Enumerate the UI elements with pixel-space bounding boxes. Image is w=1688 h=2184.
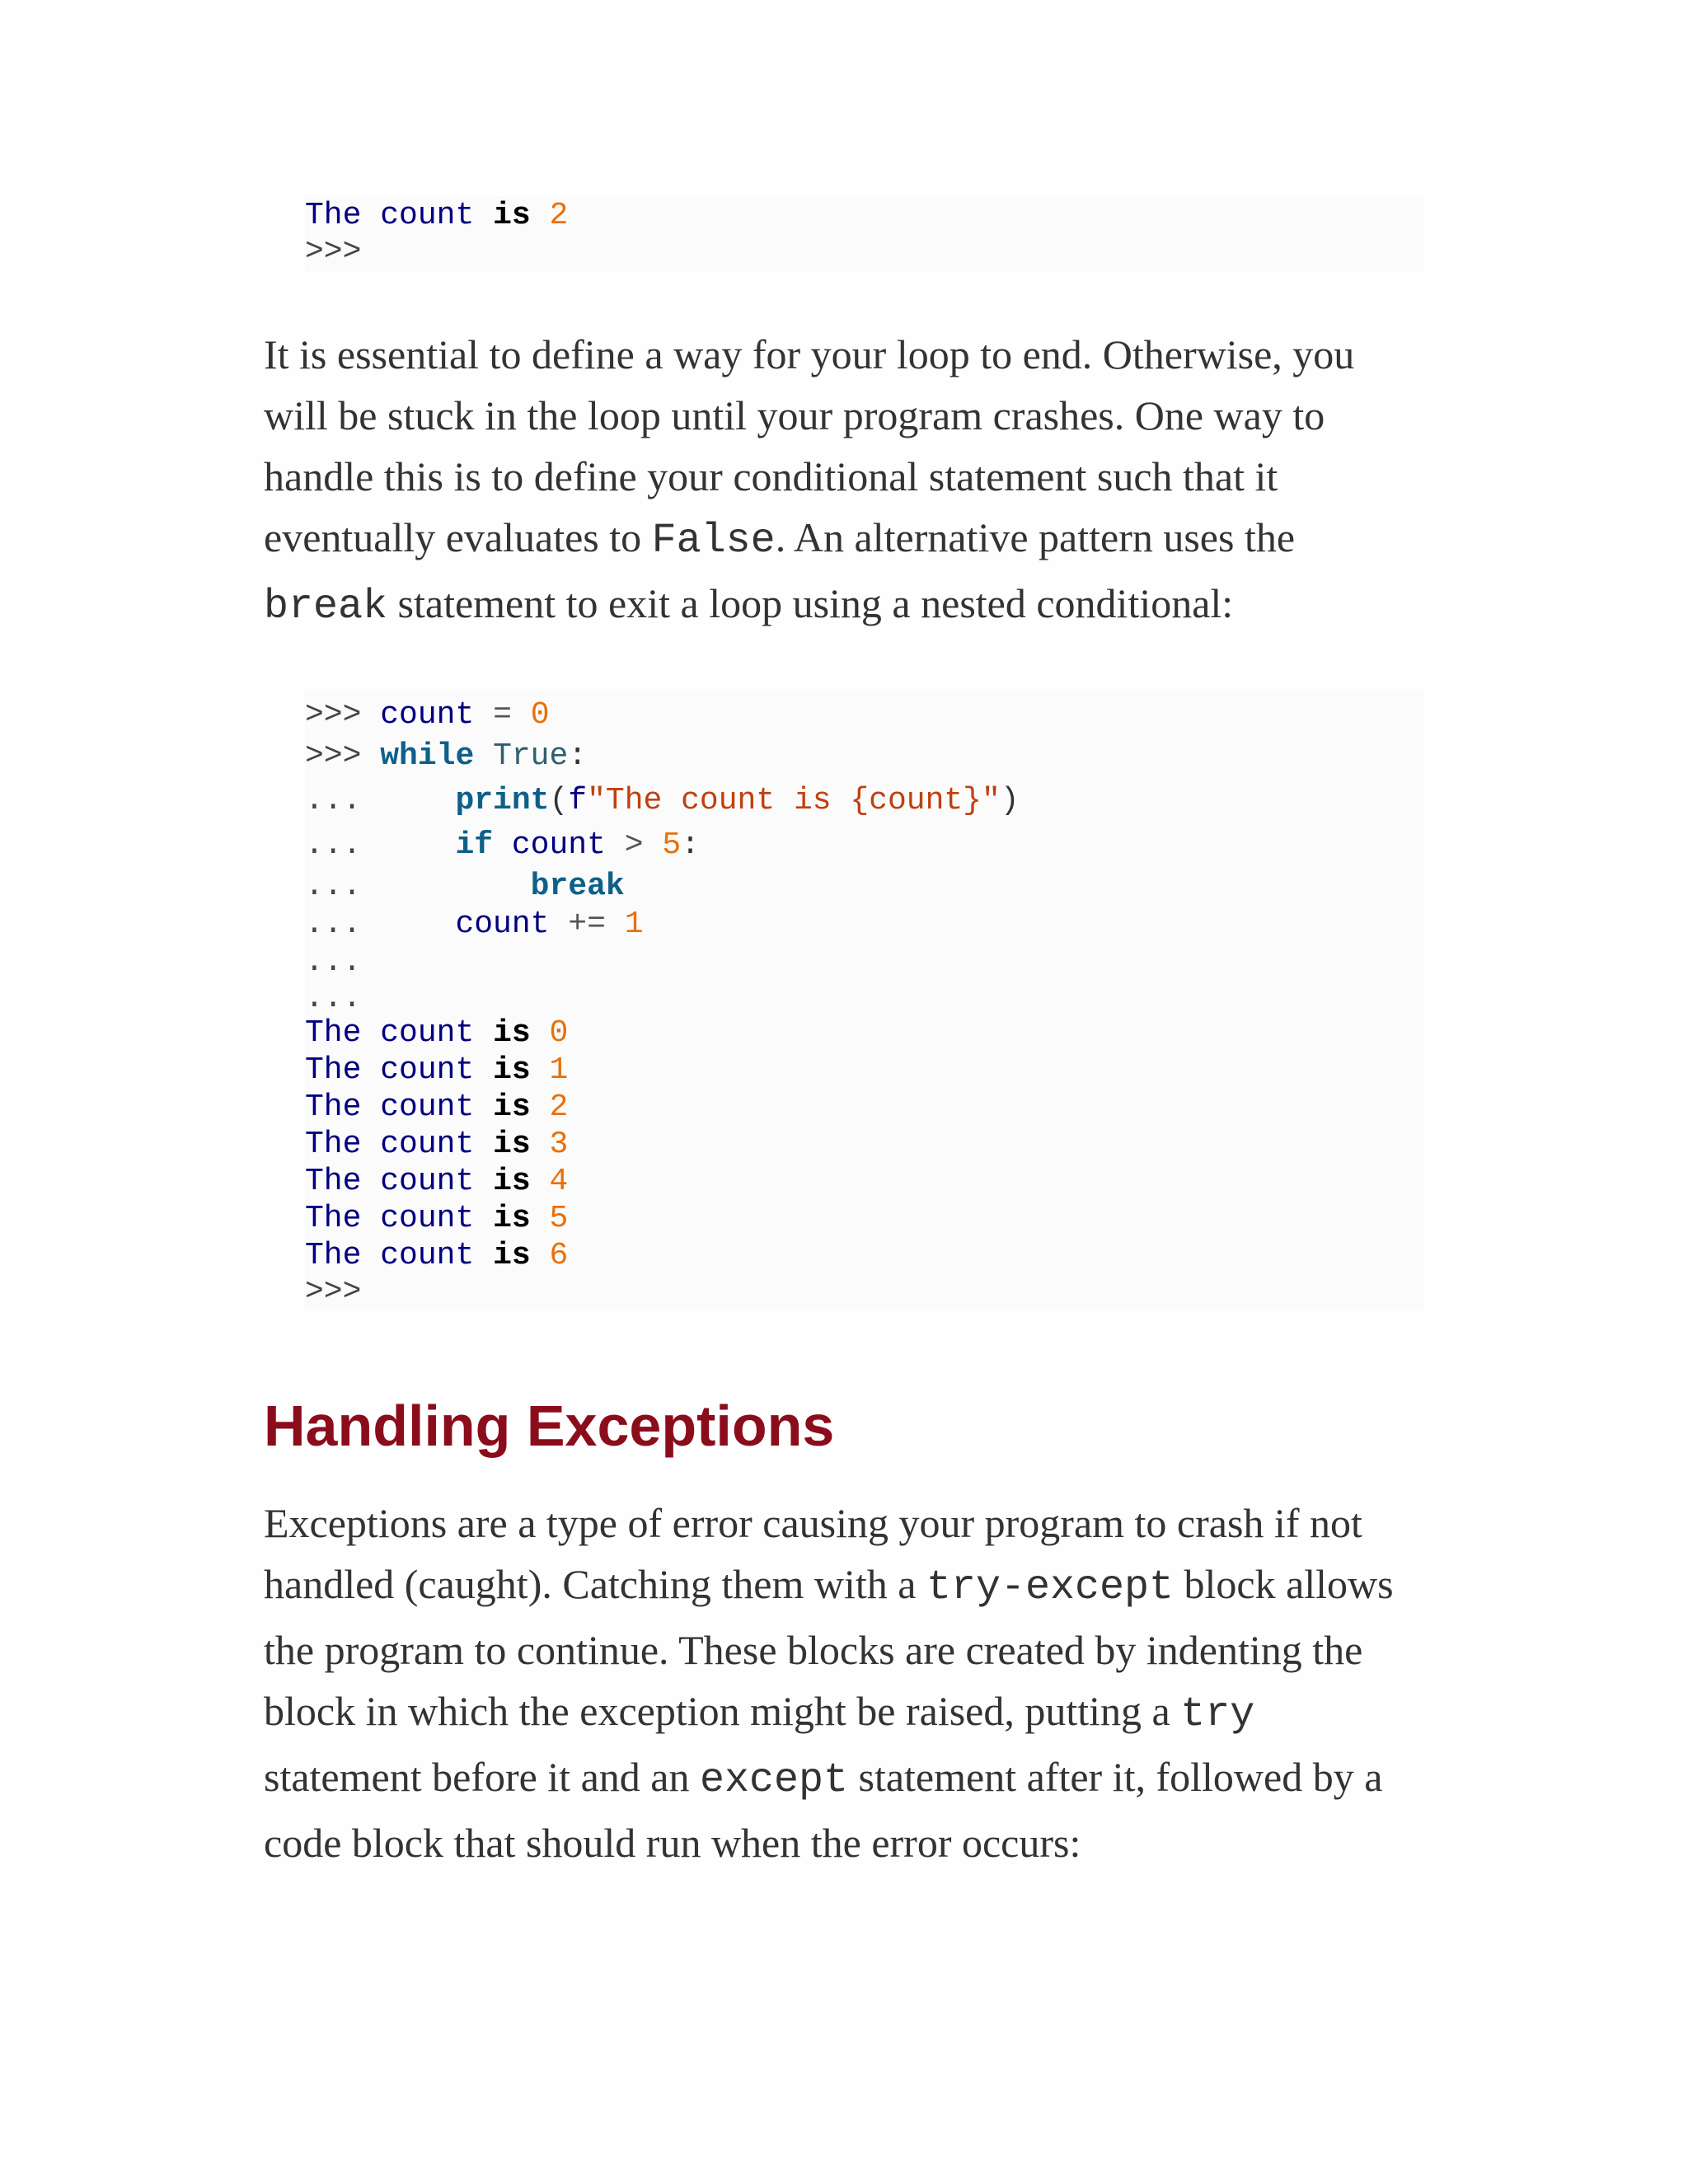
- code-line: ... break: [305, 869, 625, 904]
- paragraph-line: block in which the exception might be raised, putting a try: [264, 1688, 1255, 1738]
- code-line: ...: [305, 944, 362, 980]
- code-line: >>> count = 0: [305, 697, 550, 733]
- code-block-while-break: [305, 691, 1424, 1310]
- inline-code-try-except: try-except: [926, 1564, 1174, 1611]
- code-line: ... count += 1: [305, 907, 644, 942]
- code-output-line: The count is 5: [305, 1201, 569, 1236]
- code-output-line: The count is 6: [305, 1238, 569, 1273]
- section-heading: Handling Exceptions: [264, 1394, 835, 1458]
- inline-code-false: False: [651, 518, 776, 565]
- code-output-line: The count is 1: [305, 1052, 569, 1088]
- paragraph-line: Exceptions are a type of error causing your program to crash if not: [264, 1500, 1362, 1546]
- code-block-top: [305, 196, 1424, 272]
- inline-code-break: break: [264, 583, 388, 630]
- code-output-line: The count is 4: [305, 1164, 569, 1199]
- code-prompt: >>>: [305, 234, 362, 269]
- code-line: ... if count > 5:: [305, 827, 700, 863]
- paragraph-line: handle this is to define your conditional statement such that it: [264, 453, 1278, 499]
- paragraph-line: statement before it and an except statement after it, followed by a: [264, 1754, 1383, 1804]
- paragraph-line: will be stuck in the loop until your program crashes. One way to: [264, 392, 1325, 438]
- paragraph-line: handled (caught). Catching them with a try-except block allows: [264, 1561, 1394, 1611]
- code-output-line: The count is 0: [305, 1015, 569, 1051]
- code-prompt: >>>: [305, 1274, 362, 1310]
- code-output-line: The count is 2: [305, 198, 569, 233]
- inline-code-try: try: [1180, 1691, 1255, 1738]
- paragraph-line: eventually evaluates to False. An alternative pattern uses the: [264, 514, 1296, 565]
- paragraph-line: code block that should run when the error occurs:: [264, 1820, 1081, 1866]
- code-output-line: The count is 2: [305, 1090, 569, 1125]
- paragraph-line: break statement to exit a loop using a nested conditional:: [264, 580, 1234, 630]
- paragraph-line: the program to continue. These blocks are created by indenting the: [264, 1627, 1363, 1673]
- code-output-line: The count is 3: [305, 1127, 569, 1162]
- inline-code-except: except: [699, 1757, 848, 1804]
- code-line: >>> while True:: [305, 738, 588, 774]
- code-line: ...: [305, 981, 362, 1016]
- code-line: ... print(f"The count is {count}"): [305, 783, 1020, 818]
- paragraph-line: It is essential to define a way for your loop to end. Otherwise, you: [264, 331, 1355, 377]
